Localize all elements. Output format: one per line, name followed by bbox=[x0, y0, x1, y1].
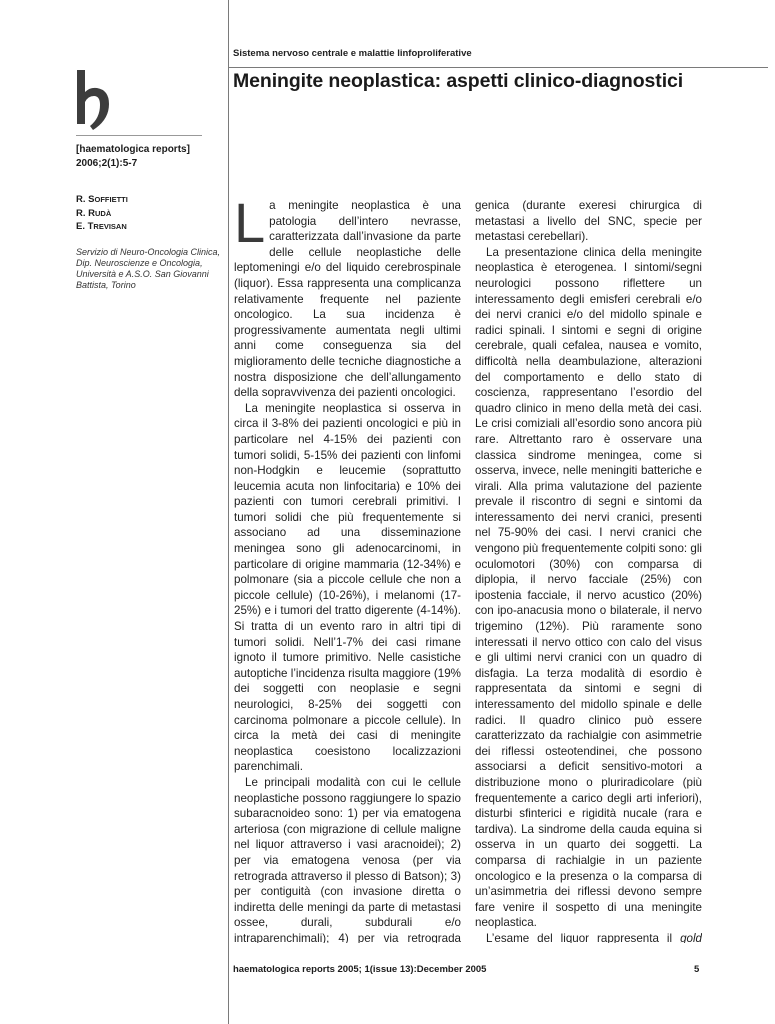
logo-rule bbox=[76, 135, 202, 136]
body-paragraph: genica (durante exeresi chirurgica di metastasi a livello del SNC, specie per metastasi cerebellari). bbox=[475, 199, 702, 244]
author-affiliation: Servizio di Neuro-Oncologia Clinica, Dip. Neuroscienze e Oncologia, Università e A.S.O. San Giovanni Battista, Torino bbox=[76, 247, 221, 290]
body-paragraph: La meningite neoplastica è una patologia dell’intero nevrasse, caratterizzata dall’invasione da parte delle cellule neoplastiche delle leptomeningi e/o del liquido cerebrospinale (liquor). Essa rappresenta una complicanza relativamente frequente nel paziente oncologico. La sua incidenza è progressivamente aumentata negli ultimi anni come conseguenza sia del miglioramento delle tecniche diagnostiche a nostra disposizione che dell’allungamento della sopravvivenza dei pazienti oncologici. bbox=[234, 198, 461, 400]
drop-cap: L bbox=[234, 198, 266, 254]
article-title: Meningite neoplastica: aspetti clinico-diagnostici bbox=[233, 70, 684, 92]
journal-citation bbox=[76, 143, 190, 171]
body-paragraph: La meningite neoplastica si osserva in circa il 3-8% dei pazienti oncologici e più in particolare nel 4-15% dei pazienti con tumori solidi, 5-15% dei pazienti con linfomi non-Hodgkin e leucemie (soprattutto leucemia acuta non linfocitaria) e 10% dei pazienti con tumori cerebrali primitivi. I tumori solidi che più frequentemente si associano ad una disseminazione meningea sono gli adenocarcinomi, in particolare di origine mammaria (12-34%) e polmonare (sia a piccole cellule che non a piccole cellule) (10-26%), i melanomi (17-25%) e i tumori del tratto digerente (4-14%). Si tratta di un evento raro in altri tipi di tumori solidi. Nell’1-7% dei casi rimane ignoto il tumore primitivo. Nelle casistiche autoptiche l’incidenza risulta maggiore (19% dei soggetti con neoplasie e segni neurologici, 8-25% dei soggetti con carcinoma polmonare a piccole cellule). In circa la metà dei casi di meningite neoplastica coesistono localizzazioni parenchimali. bbox=[234, 401, 461, 774]
author: R. RUDÀ bbox=[76, 207, 112, 219]
author: E. TREVISAN bbox=[76, 221, 127, 232]
author: R. SOFFIETTI bbox=[76, 194, 128, 205]
journal-logo-h-icon bbox=[76, 70, 110, 130]
author-list bbox=[76, 193, 128, 234]
journal-volume: 2006;2(1):5-7 bbox=[76, 158, 138, 169]
vertical-divider bbox=[228, 0, 229, 1024]
journal-name: [haematologica reports] bbox=[76, 144, 190, 155]
body-paragraph: Le principali modalità con cui le cellule neoplastiche possono raggiungere lo spazio subaracnoideo sono: 1) per via ematogena arteriosa (con migrazione di cellule maligne nel liquor attraverso i vasi aracnoidei); 2) per via ematogena venosa (per via retrograda attraverso il plesso di Batson); 3) per contiguità (con invasione diretta o indiretta delle meningi da parte di metastasi ossee, durali, subdurali e/o intraparenchimali); 4) per via retrograda bbox=[234, 775, 461, 943]
page-number: 5 bbox=[694, 964, 700, 975]
body-paragraph: La presentazione clinica della meningite neoplastica è eterogenea. I sintomi/segni neurologici possono riflettere un interessamento degli emisferi cerebrali e/o dei nervi cranici e/o del midollo spinale e radici spinali. I sintomi e segni di origine cerebrale, quali cefalea, nausea e vomito, difficoltà nella deambulazione, alterazioni del comportamento e dello stato di coscienza, rappresentano l’esordio del quadro clinico in meno della metà dei casi. Le crisi comiziali all’esordio sono ancora più rare. Altrettanto raro è osservare una classica sindrome meningea, come si osserva, invece, nelle meningiti batteriche e virali. Alla prima valutazione del paziente prevale il riscontro di segni e sintomi da interessamento dei nervi cranici, presenti nel 75-90% dei casi. I nervi cranici che vengono più frequentemente colpiti sono: gli oculomotori (30%) con comparsa di diplopia, il nervo facciale (25%) con ipostenia facciale, il nervo acustico (20%) con ipo-anacusia mono o bilaterale, il nervo trigemino (12%). Più raramente sono interessati il nervo ottico con calo del visus e gli ultimi nervi cranici con un quadro di disfagia. La terza modalità di esordio è rappresentata da sintomi e segni di interessamento del midollo spinale e delle radici. Il quadro clinico può essere caratterizzato da rachialgie con asimmetrie dei riflessi osteotendinei, che possono associarsi a deficit sensitivo-motori a distribuzione mono o pluriradicolare (più frequentemente a carico degli arti inferiori), disturbi sfinterici e rigidità nucale (rara e tardiva). La sindrome della cauda equina si osserva in un quarto dei soggetti. La comparsa di rachialgie in un paziente oncologico e la presenza o la comparsa di un’asimmetria dei riflessi devono sempre fare venire il sospetto di una meningite neoplastica. bbox=[475, 245, 702, 930]
body-paragraph: L’esame del liquor rappresenta il gold bbox=[486, 931, 702, 943]
body-column-1 bbox=[234, 198, 461, 943]
body-column-2 bbox=[475, 198, 702, 943]
section-heading: Sistema nervoso centrale e malattie linfoproliferative bbox=[233, 48, 472, 59]
header-rule bbox=[228, 67, 768, 68]
footer-citation: haematologica reports 2005; 1(issue 13):December 2005 bbox=[233, 964, 487, 975]
